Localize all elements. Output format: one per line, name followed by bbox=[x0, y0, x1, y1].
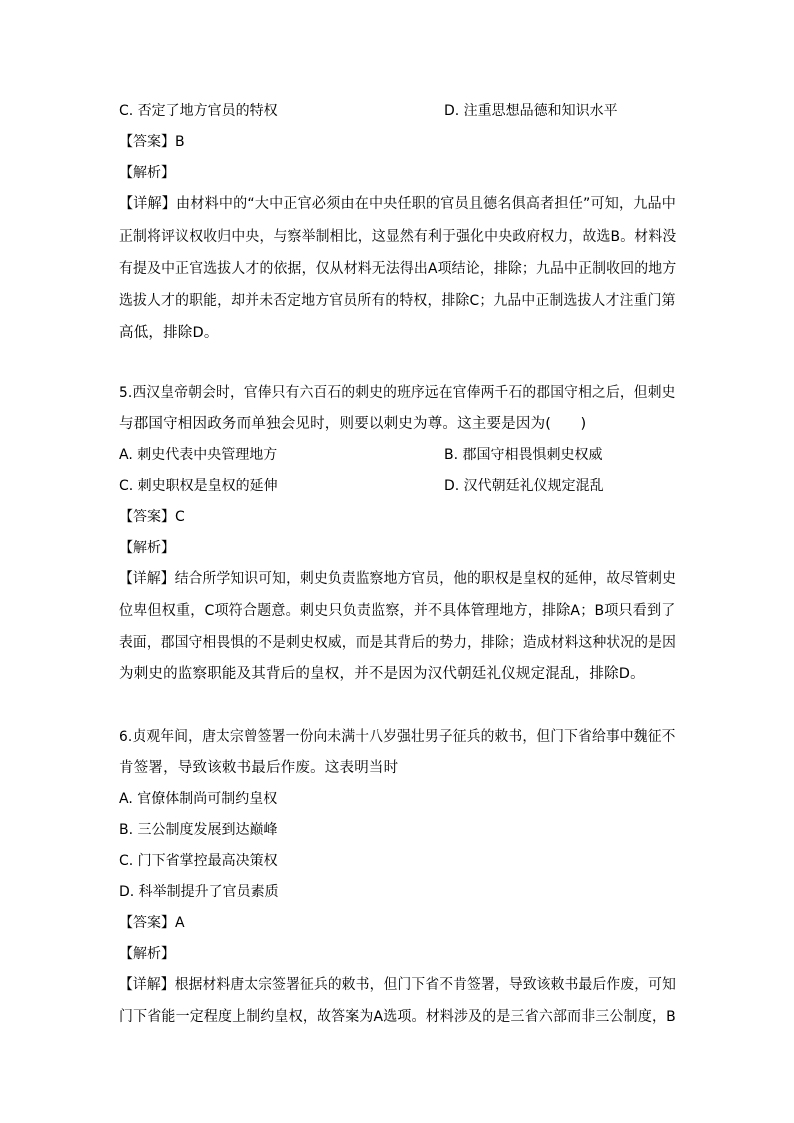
q5-stem-line: 5.西汉皇帝朝会时，官俸只有六百石的刺史的班序远在官俸两千石的郡国守相之后，但刺史 bbox=[119, 385, 676, 401]
q4-option-d: D. 注重思想品德和知识水平 bbox=[444, 103, 618, 119]
q4-answer: 【答案】B bbox=[119, 134, 185, 150]
q6-stem-line: 肯签署，导致该敕书最后作废。这表明当时 bbox=[119, 760, 399, 776]
q5-analysis-label: 【解析】 bbox=[119, 540, 175, 556]
q6-stem-line: 6.贞观年间，唐太宗曾签署一份向未满十八岁强壮男子征兵的敕书，但门下省给事中魏征不 bbox=[119, 729, 676, 745]
q6-detail-line: 门下省能一定程度上制约皇权，故答案为A选项。材料涉及的是三省六部而非三公制度，B bbox=[119, 1009, 676, 1025]
q4-detail-line: 有提及中正官选拔人才的依据，仅从材料无法得出A项结论，排除；九品中正制收回的地方 bbox=[119, 261, 677, 277]
q5-option-a: A. 刺史代表中央管理地方 bbox=[119, 447, 278, 463]
q6-option-b: B. 三公制度发展到达巅峰 bbox=[119, 822, 278, 838]
q4-detail-line: 正制将评议权收归中央，与察举制相比，这显然有利于强化中央政府权力，故选B。材料没 bbox=[119, 229, 677, 245]
q5-option-d: D. 汉代朝廷礼仪规定混乱 bbox=[444, 478, 604, 494]
q5-detail-line: 表面，郡国守相畏惧的不是刺史权威，而是其背后的势力，排除；造成材料这种状况的是因 bbox=[119, 635, 677, 651]
q6-answer: 【答案】A bbox=[119, 915, 185, 931]
q5-option-b: B. 郡国守相畏惧刺史权威 bbox=[444, 447, 603, 463]
q6-analysis-label: 【解析】 bbox=[119, 946, 175, 962]
q4-analysis-label: 【解析】 bbox=[119, 165, 175, 181]
q4-option-c: C. 否定了地方官员的特权 bbox=[119, 103, 278, 119]
q5-detail-line: 【详解】结合所学知识可知，刺史负责监察地方官员，他的职权是皇权的延伸，故尽管刺史 bbox=[119, 571, 677, 587]
q5-stem-line: 与郡国守相因政务而单独会见时，则要以刺史为尊。这主要是因为( ) bbox=[119, 416, 587, 432]
q5-answer: 【答案】C bbox=[119, 509, 185, 525]
q6-option-a: A. 官僚体制尚可制约皇权 bbox=[119, 791, 278, 807]
q4-detail-line: 高低，排除D。 bbox=[119, 325, 219, 341]
q5-option-c: C. 刺史职权是皇权的延伸 bbox=[119, 478, 278, 494]
q4-detail-line: 【详解】由材料中的“大中正官必须由在中央任职的官员且德名俱高者担任”可知，九品中 bbox=[119, 196, 677, 212]
q6-detail-line: 【详解】根据材料唐太宗签署征兵的敕书，但门下省不肯签署，导致该敕书最后作废，可知 bbox=[119, 977, 677, 993]
q6-option-c: C. 门下省掌控最高决策权 bbox=[119, 853, 278, 869]
q4-detail-line: 选拔人才的职能，却并未否定地方官员所有的特权，排除C；九品中正制选拔人才注重门第 bbox=[119, 293, 676, 309]
q5-detail-line: 为刺史的监察职能及其背后的皇权，并不是因为汉代朝廷礼仪规定混乱，排除D。 bbox=[119, 666, 645, 682]
q6-option-d: D. 科举制提升了官员素质 bbox=[119, 884, 279, 900]
q5-detail-line: 位卑但权重，C项符合题意。刺史只负责监察，并不具体管理地方，排除A；B项只看到了 bbox=[119, 603, 676, 619]
